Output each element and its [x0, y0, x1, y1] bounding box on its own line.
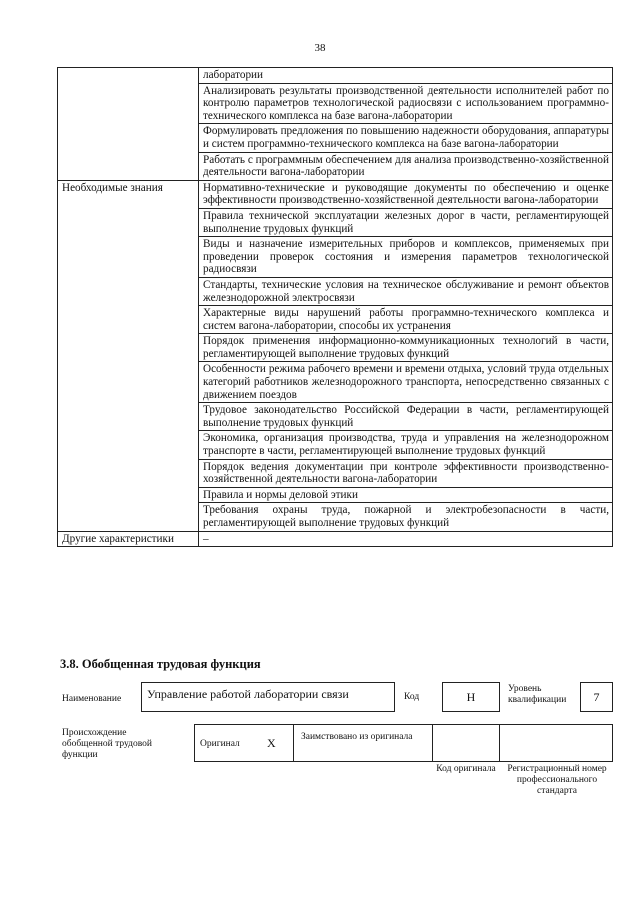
table-row: [58, 531, 613, 547]
row-label: Другие характеристики: [58, 531, 199, 547]
level-label: Уровень квалификации: [508, 684, 567, 705]
original-mark: X: [267, 736, 276, 750]
row-text: Работать с программным обеспечением для анализа производственно-хозяйственной деятельности вагона-лаборатории: [199, 152, 613, 180]
row-label: [58, 68, 199, 181]
knowledge-table: [57, 67, 613, 547]
row-text: Нормативно-технические и руководящие документы по обеспечению и оценке эффективности производственно-хозяйственной деятельности вагона-лаборатории: [199, 180, 613, 208]
borrowed-label: Заимствовано из оригинала: [301, 732, 413, 742]
reg-number-caption: Регистрационный номер профессионального стандарта: [507, 764, 607, 796]
reg-number-box: [499, 724, 613, 762]
row-text: Формулировать предложения по повышению надежности оборудования, аппаратуры и систем программно-технического комплекса на базе вагона-лаборатории: [199, 124, 613, 152]
name-box: [141, 682, 395, 712]
row-text: Характерные виды нарушений работы программно-технического комплекса и систем вагона-лаборатории, способы их устранения: [199, 306, 613, 334]
level-box: [580, 682, 613, 712]
row-text: Порядок ведения документации при контроле эффективности производственно-хозяйственной деятельности вагона-лаборатории: [199, 459, 613, 487]
row-text: лаборатории: [199, 68, 613, 84]
level-value: 7: [593, 690, 600, 704]
row-text: Стандарты, технические условия на техническое обслуживание и ремонт объектов железнодорожной электросвязи: [199, 277, 613, 305]
code-label: Код: [404, 692, 420, 702]
row-text: Анализировать результаты производственной деятельности исполнителей работ по контролю параметров технологической радиосвязи с использованием программно-технического комплекса на базе вагона-лаборатории: [199, 83, 613, 124]
original-box: [194, 724, 294, 762]
name-value: Управление работой лаборатории связи: [147, 687, 349, 701]
row-text: Экономика, организация производства, труда и управления на железнодорожном транспорте в части, регламентирующей выполнение трудовых функций: [199, 431, 613, 459]
origin-label: Происхождение обобщенной трудовой функции: [62, 728, 152, 760]
row-label: Необходимые знания: [58, 180, 199, 531]
borrowed-box: [293, 724, 433, 762]
row-text: Требования охраны труда, пожарной и электробезопасности в части, регламентирующей выполнение трудовых функций: [199, 503, 613, 531]
table-row: [58, 68, 613, 84]
original-label: Оригинал: [200, 739, 240, 749]
row-text: Трудовое законодательство Российской Федерации в части, регламентирующей выполнение трудовых функций: [199, 403, 613, 431]
row-text: Особенности режима рабочего времени и времени отдыха, условий труда отдельных категорий работников железнодорожного транспорта, непосредственно связанных с движением поездов: [199, 362, 613, 403]
code-original-caption: Код оригинала: [436, 764, 496, 774]
code-value: H: [466, 690, 476, 704]
row-text: Порядок применения информационно-коммуникационных технологий в части, регламентирующей выполнение трудовых функций: [199, 334, 613, 362]
code-original-box: [432, 724, 500, 762]
code-box: [442, 682, 500, 712]
section-title: 3.8. Обобщенная трудовая функция: [60, 657, 261, 671]
row-text: –: [199, 531, 613, 547]
page-number: 38: [314, 42, 326, 54]
row-text: Правила технической эксплуатации железных дорог в части, регламентирующей выполнение трудовых функций: [199, 208, 613, 236]
name-label: Наименование: [62, 694, 122, 704]
row-text: Правила и нормы деловой этики: [199, 487, 613, 503]
table-row: [58, 180, 613, 208]
row-text: Виды и назначение измерительных приборов и комплексов, применяемых при проведении проверок состояния и измерения параметров технологической радиосвязи: [199, 237, 613, 278]
